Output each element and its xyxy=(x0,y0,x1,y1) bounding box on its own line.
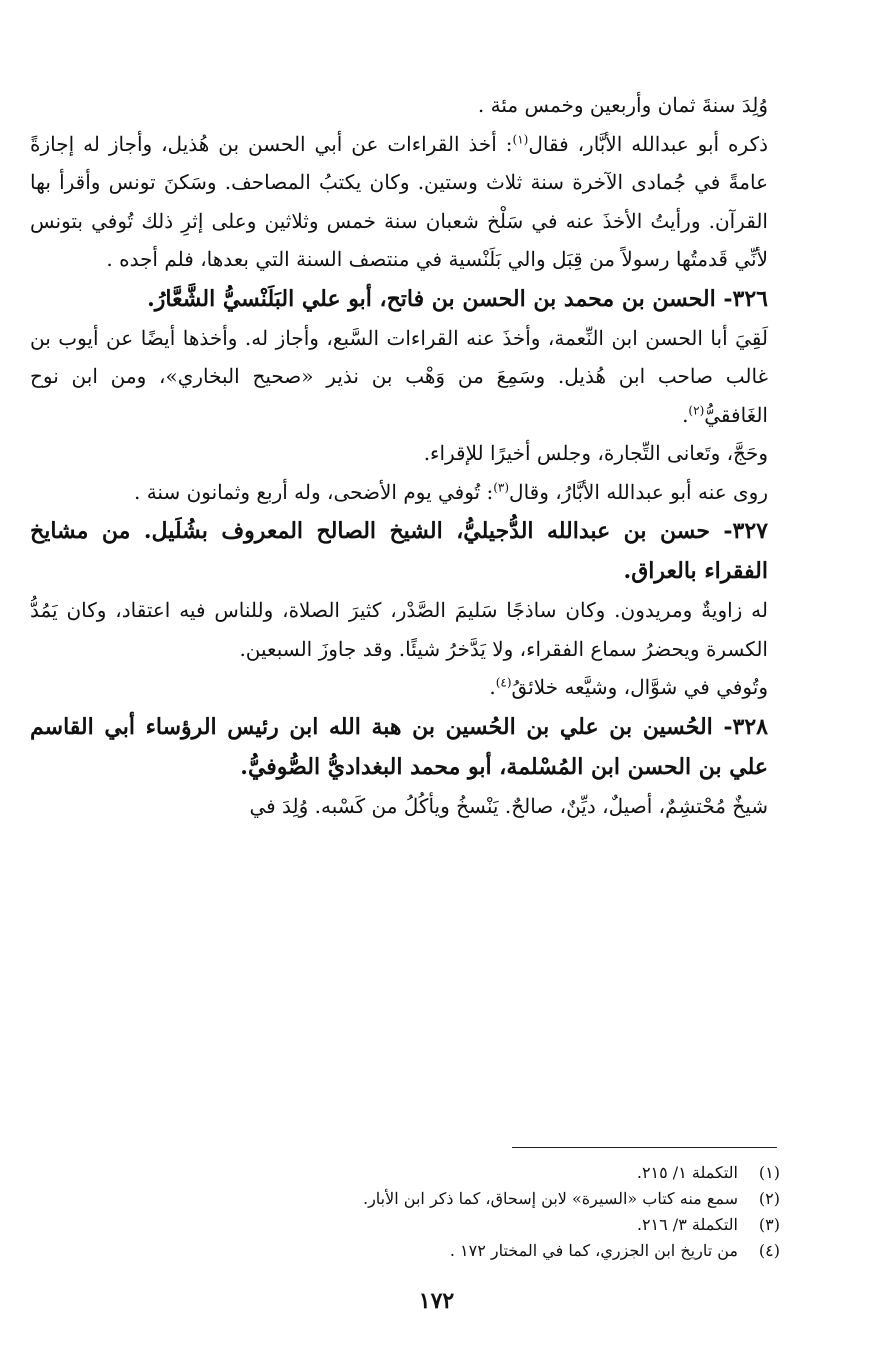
paragraph-funeral xyxy=(30,668,790,707)
entry-heading-328 xyxy=(30,707,790,787)
paragraph-zawiya xyxy=(30,591,790,668)
page-number: ١٧٢ xyxy=(418,1288,455,1314)
footnote-text: التكملة ١/ ٢١٥. xyxy=(636,1163,738,1182)
paragraph-sheikh xyxy=(30,787,790,826)
footnote-number: (٤) xyxy=(758,1241,780,1260)
paragraph-birth xyxy=(30,86,790,125)
footnote-ref-3[interactable]: (٣) xyxy=(493,479,510,494)
paragraph-text: . xyxy=(682,402,689,427)
footnote-item xyxy=(250,1186,780,1212)
footnote-divider xyxy=(512,1147,777,1148)
heading-text: ٣٢٧- حسن بن عبدالله الدُّجيليُّ، الشيخ الصالح المعروف بشُلَيل. من مشايخ الفقراء بالعراق. xyxy=(30,518,768,584)
paragraph-text: لَقِيَ أبا الحسن ابن النِّعمة، وأخذَ عنه القراءات السَّبع، وأجاز له. وأخذها أيضًا عن أيوب بن غالب صاحب ابن هُذيل. وسَمِعَ من وَهْب بن نذير «صحيح البخاري»، ومن ابن نوح الغَافقيُّ xyxy=(30,325,768,427)
footnote-number: (١) xyxy=(758,1163,780,1182)
paragraph-text: وتُوفي في شوَّال، وشيَّعه خلائقُ xyxy=(511,675,768,699)
paragraph-teachers xyxy=(30,319,790,435)
footnote-ref-1[interactable]: (١) xyxy=(512,131,529,146)
paragraph-text: وُلِدَ سنةَ ثمان وأربعين وخمس مئة . xyxy=(477,93,768,117)
paragraph-text: وحَجَّ، وتَعانى التِّجارة، وجلس أخيرًا للإقراء. xyxy=(423,441,768,465)
footnote-number: (٣) xyxy=(758,1215,780,1234)
paragraph-death xyxy=(30,473,790,512)
main-text xyxy=(30,86,790,825)
paragraph-text: شيخٌ مُحْتشِمٌ، أصيلٌ، ديِّنٌ، صالحٌ. يَنْسخُ ويأكُلُ من كَسْبه. وُلِدَ في xyxy=(249,793,768,818)
paragraph-hajj xyxy=(30,434,790,473)
footnote-number: (٢) xyxy=(758,1189,780,1208)
footnote-item xyxy=(250,1212,780,1238)
paragraph-text: له زاويةٌ ومريدون. وكان ساذجًا سَليمَ الصَّدْر، كثيرَ الصلاة، وللناس فيه اعتقاد، وكان يَمُدُّ الكسرة ويحضرُ سماع الفقراء، ولا يَدَّخرُ شيئًا. وقد جاوزَ السبعين. xyxy=(30,598,768,661)
footnote-ref-4[interactable]: (٤) xyxy=(495,675,512,690)
footnote-ref-2[interactable]: (٢) xyxy=(688,402,705,417)
paragraph-text: : تُوفي يوم الأضحى، وله أربع وثمانون سنة . xyxy=(133,479,494,504)
paragraph-text: ذكره أبو عبدالله الأبَّار، فقال xyxy=(528,131,768,156)
footnote-text: التكملة ٣/ ٢١٦. xyxy=(636,1215,738,1234)
heading-text: ٣٢٦- الحسن بن محمد بن الحسن بن فاتح، أبو علي البَلَنْسيُّ الشَّعَّارُ. xyxy=(147,285,768,312)
footnote-text: من تاريخ ابن الجزري، كما في المختار ١٧٢ . xyxy=(449,1241,738,1260)
footnote-item xyxy=(250,1160,780,1186)
paragraph-abbar-note xyxy=(30,125,790,279)
paragraph-text: . xyxy=(489,675,496,699)
footnote-item xyxy=(250,1238,780,1264)
footnote-text: سمع منه كتاب «السيرة» لابن إسحاق، كما ذكر ابن الأبار. xyxy=(362,1189,738,1208)
paragraph-text: روى عنه أبو عبدالله الأبَّارُ، وقال xyxy=(509,479,768,504)
footnotes xyxy=(250,1160,780,1264)
heading-text: ٣٢٨- الحُسين بن علي بن الحُسين بن هبة الله ابن رئيس الرؤساء أبي القاسم علي بن الحسن ابن المُسْلمة، أبو محمد البغداديُّ الصُّوفيُّ. xyxy=(30,713,768,780)
entry-heading-326 xyxy=(30,279,790,319)
paragraph-text: : أخذ القراءات عن أبي الحسن بن هُذيل، وأجاز له إجازةً عامةً في جُمادى الآخرة سنة ثلاث وستين. وكان يكتبُ المصاحف. وسَكنَ تونس وأقرأ بها القرآن. ورأيتُ الأخذَ عنه في سَلْخ شعبان سنة خمس وثلاثين وعلى إثرِ ذلك تُوفي بتونس لأنِّي قَدمتُها رسولاً من قِبَل والي بَلَنْسية في منتصف السنة التي بعدها، فلم أجده . xyxy=(30,131,768,271)
entry-heading-327 xyxy=(30,511,790,591)
